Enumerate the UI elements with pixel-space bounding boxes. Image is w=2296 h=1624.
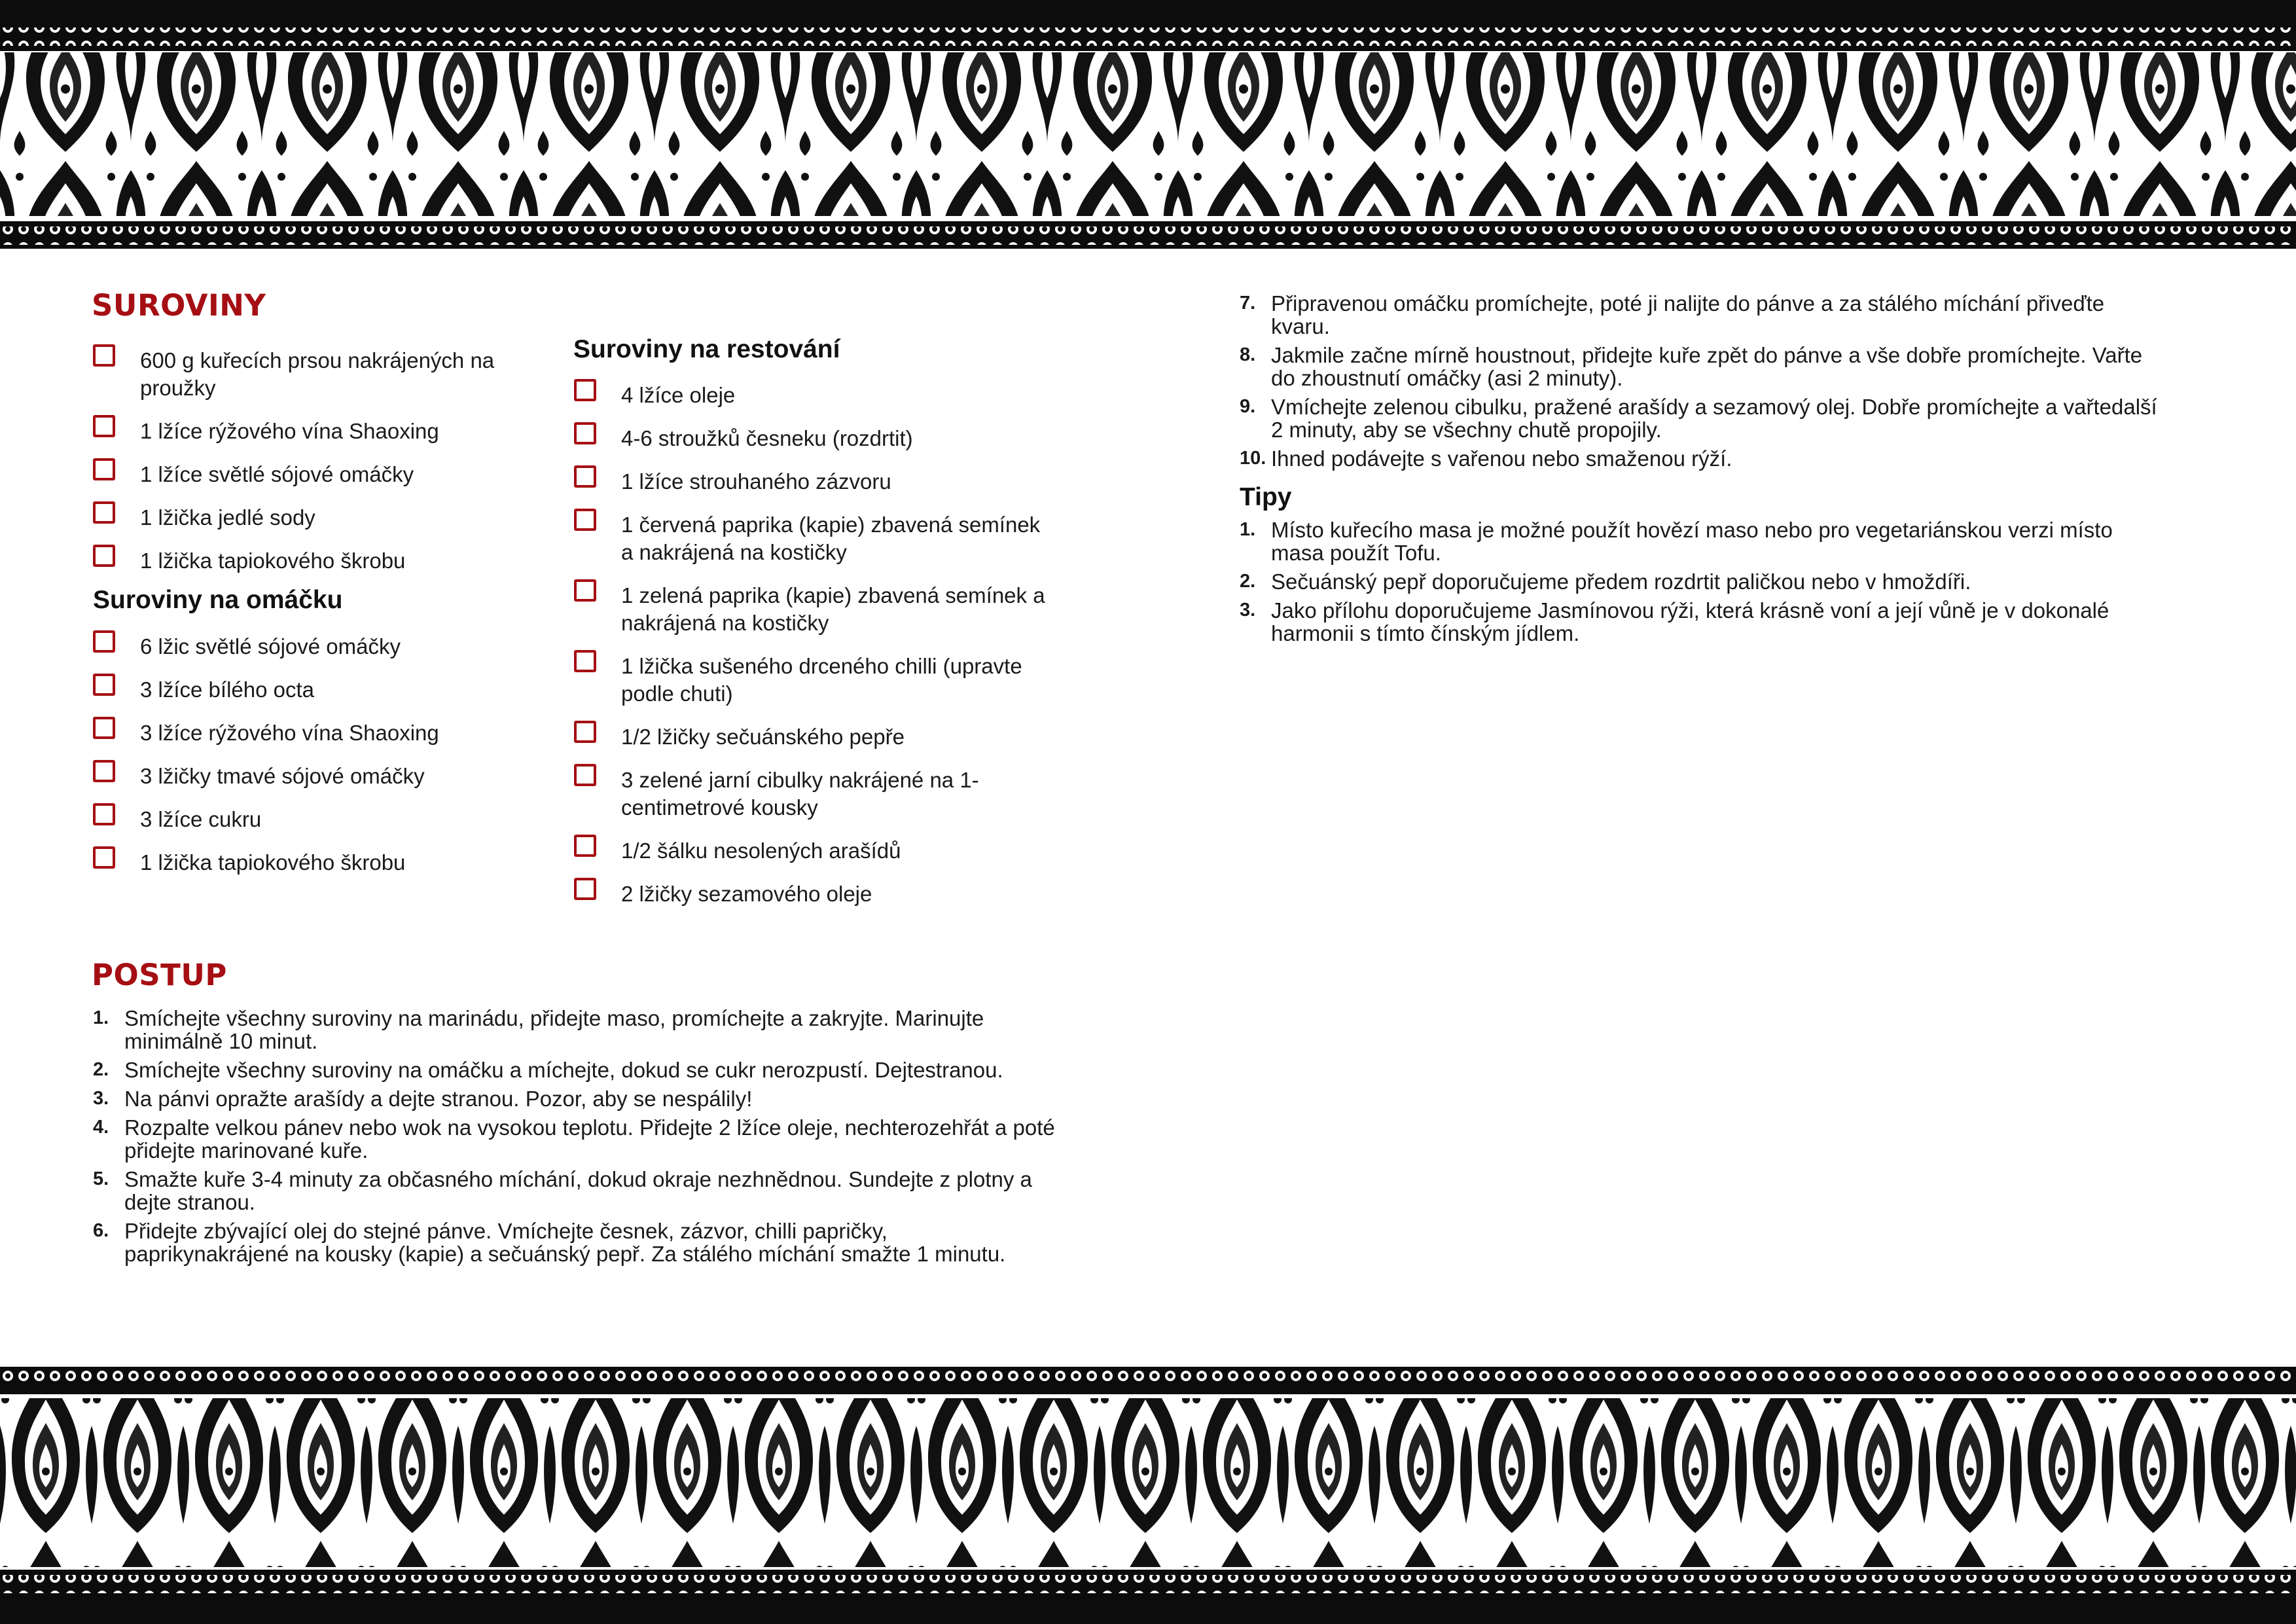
- ingredient-text: 1/2 šálku nesolených arašídů: [621, 839, 901, 863]
- ingredient-item: [574, 425, 1045, 452]
- checkbox[interactable]: [574, 579, 596, 602]
- ingredient-text: 3 lžíce bílého octa: [140, 677, 314, 702]
- step-text: Ihned podávejte s vařenou nebo smaženou rýží.: [1271, 446, 1732, 471]
- ingredient-text: 1/2 lžičky sečuánského pepře: [621, 725, 905, 749]
- tip-item: [1240, 570, 2169, 593]
- ingredient-item: [574, 382, 1045, 409]
- checkbox[interactable]: [574, 835, 596, 857]
- method-steps-right: [1240, 292, 2169, 470]
- ingredient-item: [574, 767, 1045, 821]
- tips-title: Tipy: [1240, 483, 1292, 511]
- tips-list: [1240, 518, 2169, 645]
- checkbox[interactable]: [574, 465, 596, 488]
- ingredient-text: 1 lžička sušeného drceného chilli (upravte podle chuti): [621, 654, 1022, 706]
- top-ornament-border: [0, 0, 2296, 257]
- ingredient-text: 3 lžičky tmavé sójové omáčky: [140, 764, 425, 788]
- step-text: Jakmile začne mírně houstnout, přidejte kuře zpět do pánve a vše dobře promíchejte. Vařte do zhoustnutí omáčky (asi 2 minuty).: [1271, 343, 2143, 390]
- ingredient-item: [574, 723, 1045, 751]
- ingredient-item: [93, 504, 551, 532]
- step-text: Rozpalte velkou pánev nebo wok na vysokou teplotu. Přidejte 2 lžíce oleje, nechterozehřát a poté přidejte marinované kuře.: [124, 1115, 1055, 1163]
- step-text: Přidejte zbývající olej do stejné pánve. Vmíchejte česnek, zázvor, chilli papričky, paprikynakrájené na kousky (kapie) a sečuánský pepř. Za stálého míchání smažte 1 minutu.: [124, 1219, 1006, 1266]
- ingredient-item: [93, 806, 551, 833]
- tip-item: [1240, 599, 2169, 645]
- tip-item: [1240, 518, 2169, 564]
- checkbox[interactable]: [574, 379, 596, 401]
- checkbox[interactable]: [574, 509, 596, 531]
- ingredient-text: 600 g kuřecích prsou nakrájených na proužky: [140, 348, 495, 400]
- ingredient-item: [574, 582, 1045, 637]
- checkbox[interactable]: [574, 764, 596, 786]
- bottom-ornament-border: [0, 1367, 2296, 1624]
- checkbox[interactable]: [93, 846, 115, 869]
- step-text: Smažte kuře 3-4 minuty za občasného míchání, dokud okraje nezhnědnou. Sundejte z plotny a dejte stranou.: [124, 1167, 1032, 1214]
- fry-ingredients-list: [574, 382, 1045, 908]
- ingredient-item: [574, 468, 1045, 496]
- tip-text: Místo kuřecího masa je možné použít hovězí maso nebo pro vegetariánskou verzi místo masa použít Tofu.: [1271, 518, 2113, 565]
- ingredient-text: 1 lžička jedlé sody: [140, 505, 315, 530]
- ingredient-item: [574, 511, 1045, 566]
- method-step: [1240, 395, 2169, 441]
- ingredient-item: [574, 653, 1045, 708]
- step-number: 1.: [93, 1007, 109, 1028]
- method-step: [93, 1087, 1055, 1110]
- checkbox[interactable]: [574, 721, 596, 743]
- method-step: [93, 1168, 1055, 1214]
- sauce-ingredients-list: [93, 633, 551, 876]
- step-text: Vmíchejte zelenou cibulku, pražené arašídy a sezamový olej. Dobře promíchejte a vařtedalší 2 minuty, aby se všechny chutě propojily.: [1271, 395, 2157, 442]
- checkbox[interactable]: [574, 878, 596, 900]
- step-text: Smíchejte všechny suroviny na marinádu, přidejte maso, promíchejte a zakryjte. Marinujte minimálně 10 minut.: [124, 1006, 984, 1053]
- ingredient-text: 6 lžic světlé sójové omáčky: [140, 634, 401, 659]
- checkbox[interactable]: [93, 501, 115, 524]
- ingredient-item: [574, 837, 1045, 865]
- ingredient-item: [93, 633, 551, 660]
- ingredient-text: 1 zelená paprika (kapie) zbavená semínek a nakrájená na kostičky: [621, 583, 1045, 635]
- method-step: [93, 1116, 1055, 1162]
- ingredient-item: [574, 880, 1045, 908]
- ingredient-text: 1 červená paprika (kapie) zbavená semínek a nakrájená na kostičky: [621, 513, 1041, 564]
- ingredient-item: [93, 547, 551, 575]
- ingredient-item: [93, 418, 551, 445]
- ingredient-text: 3 lžíce cukru: [140, 807, 262, 831]
- ingredient-text: 4 lžíce oleje: [621, 383, 736, 407]
- step-number: 2.: [93, 1059, 109, 1080]
- step-text: Připravenou omáčku promíchejte, poté ji nalijte do pánve a za stálého míchání přiveďte kvaru.: [1271, 291, 2105, 338]
- ingredient-item: [93, 347, 551, 402]
- fry-ingredients-title: Suroviny na restování: [573, 335, 840, 363]
- checkbox[interactable]: [93, 803, 115, 825]
- checkbox[interactable]: [574, 650, 596, 672]
- checkbox[interactable]: [93, 415, 115, 437]
- main-ingredients-list: [93, 347, 551, 575]
- ingredient-text: 1 lžička tapiokového škrobu: [140, 549, 406, 573]
- method-step: [1240, 292, 2169, 338]
- step-text: Na pánvi opražte arašídy a dejte stranou. Pozor, aby se nespálily!: [124, 1087, 753, 1111]
- sauce-ingredients-title: Suroviny na omáčku: [93, 586, 343, 614]
- step-number: 9.: [1240, 396, 1256, 417]
- ingredient-item: [93, 676, 551, 704]
- checkbox[interactable]: [93, 630, 115, 653]
- checkbox[interactable]: [574, 422, 596, 444]
- ingredient-item: [93, 849, 551, 876]
- ingredient-text: 4-6 stroužků česneku (rozdrtit): [621, 426, 913, 450]
- step-number: 7.: [1240, 293, 1256, 314]
- method-step: [1240, 447, 2169, 470]
- checkbox[interactable]: [93, 545, 115, 567]
- method-title: POSTUP: [92, 958, 227, 992]
- ingredient-item: [93, 763, 551, 790]
- ingredient-text: 1 lžička tapiokového škrobu: [140, 850, 406, 875]
- ingredient-text: 1 lžíce rýžového vína Shaoxing: [140, 419, 439, 443]
- ingredient-item: [93, 461, 551, 488]
- step-number: 4.: [93, 1117, 109, 1138]
- ingredient-text: 2 lžičky sezamového oleje: [621, 882, 872, 906]
- checkbox[interactable]: [93, 458, 115, 480]
- method-steps-left: [93, 1007, 1055, 1265]
- ingredient-text: 3 zelené jarní cibulky nakrájené na 1-centimetrové kousky: [621, 768, 979, 820]
- method-step: [93, 1219, 1055, 1265]
- tip-number: 1.: [1240, 519, 1256, 540]
- step-number: 8.: [1240, 344, 1256, 365]
- step-number: 5.: [93, 1168, 109, 1189]
- step-number: 3.: [93, 1088, 109, 1109]
- method-step: [93, 1058, 1055, 1081]
- step-text: Smíchejte všechny suroviny na omáčku a míchejte, dokud se cukr nerozpustí. Dejtestranou.: [124, 1058, 1003, 1082]
- ingredient-text: 1 lžíce světlé sójové omáčky: [140, 462, 414, 486]
- ingredient-text: 3 lžíce rýžového vína Shaoxing: [140, 721, 439, 745]
- step-number: 10.: [1240, 448, 1266, 469]
- checkbox[interactable]: [93, 717, 115, 739]
- method-step: [1240, 344, 2169, 389]
- tip-number: 2.: [1240, 571, 1256, 592]
- ingredients-title: SUROVINY: [92, 288, 266, 323]
- step-number: 6.: [93, 1220, 109, 1241]
- checkbox[interactable]: [93, 344, 115, 367]
- tip-number: 3.: [1240, 600, 1256, 621]
- tip-text: Sečuánský pepř doporučujeme předem rozdrtit paličkou nebo v hmoždíři.: [1271, 569, 1971, 594]
- ingredient-text: 1 lžíce strouhaného zázvoru: [621, 469, 891, 494]
- tip-text: Jako přílohu doporučujeme Jasmínovou rýži, která krásně voní a její vůně je v dokonalé harmonii s tímto čínským jídlem.: [1271, 598, 2109, 645]
- ingredient-item: [93, 719, 551, 747]
- checkbox[interactable]: [93, 674, 115, 696]
- checkbox[interactable]: [93, 760, 115, 782]
- method-step: [93, 1007, 1055, 1053]
